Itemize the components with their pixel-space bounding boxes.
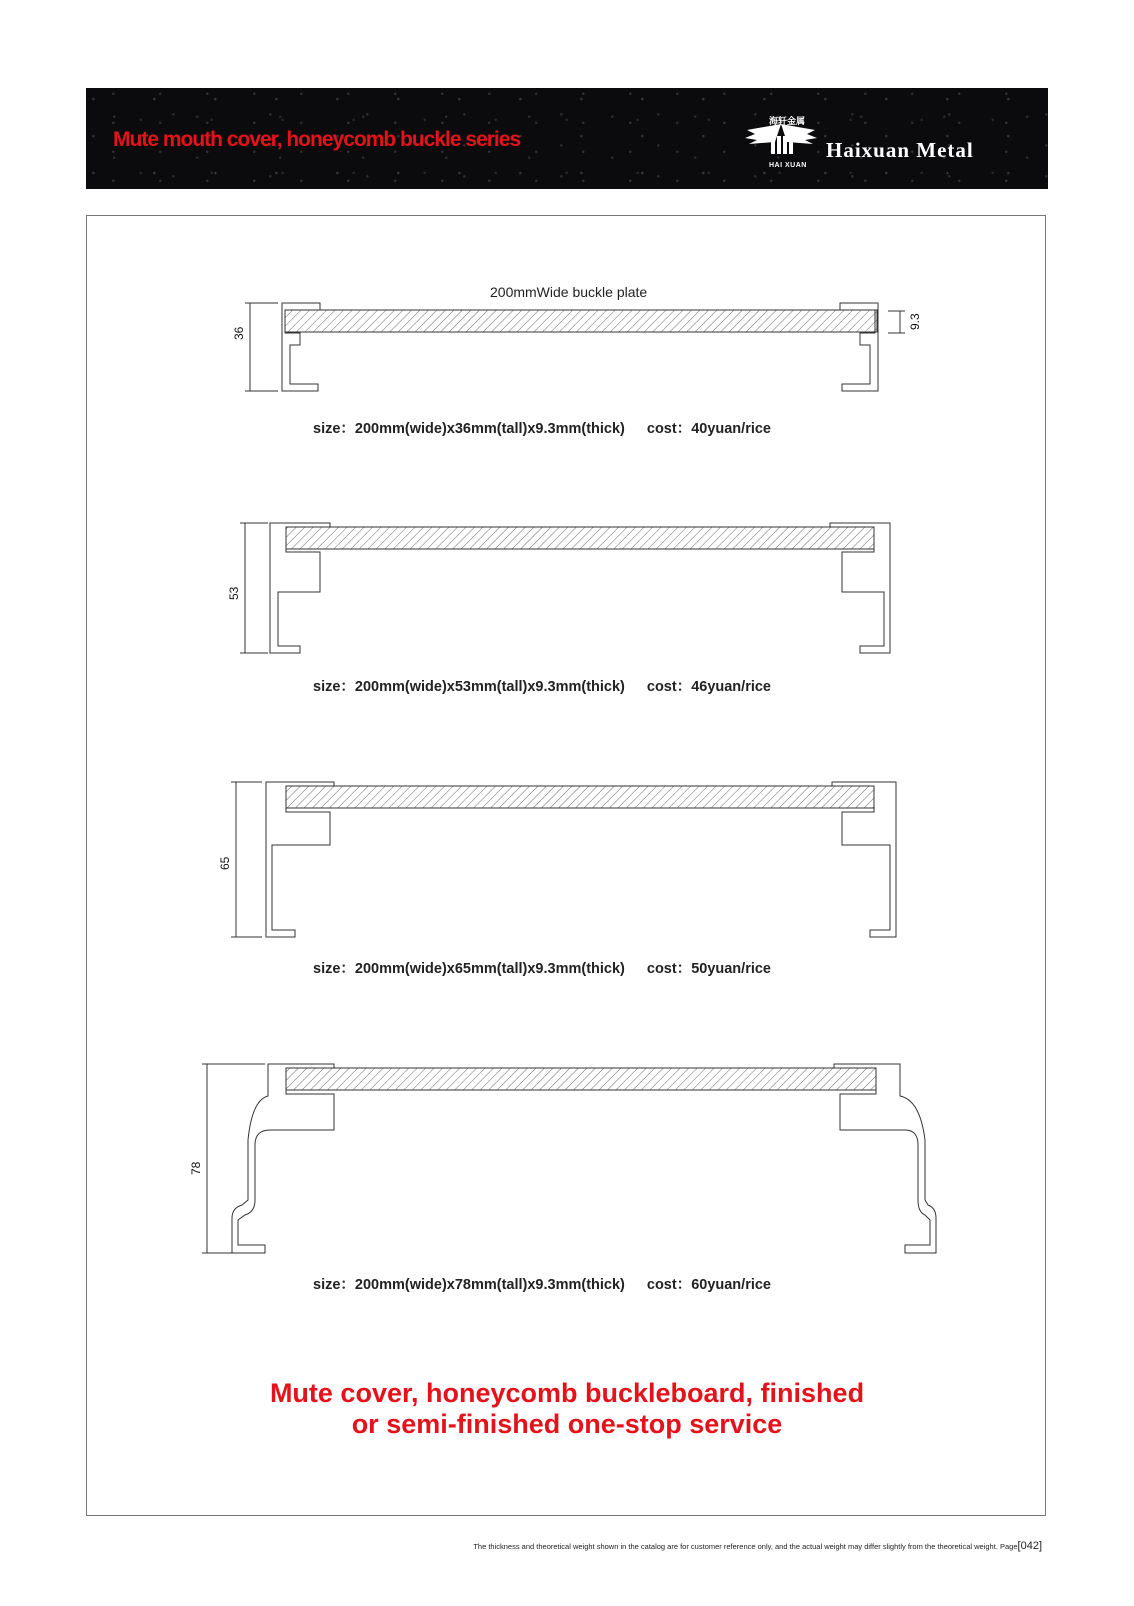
dimension-label-36: 36: [232, 326, 246, 340]
profile-drawing-78: [202, 1064, 936, 1253]
product-spec-65: [313, 957, 771, 978]
series-title: Mute mouth cover, honeycomb buckle series: [113, 128, 521, 151]
size-text: size：200mm(wide)x78mm(tall)x9.3mm(thick): [313, 1277, 625, 1293]
profile-drawing-53: [240, 523, 890, 653]
logo-chinese-text: 海轩金属: [769, 116, 806, 126]
product-spec-78: [313, 1273, 771, 1294]
dimension-label-9-3: 9.3: [908, 313, 922, 330]
service-slogan: [0, 1378, 1134, 1440]
dimension-label-65: 65: [218, 856, 232, 870]
profile-drawing-65: [231, 782, 896, 937]
size-text: size：200mm(wide)x36mm(tall)x9.3mm(thick): [313, 421, 625, 437]
cost-text: cost：46yuan/rice: [646, 679, 771, 695]
slogan-line-1: Mute cover, honeycomb buckleboard, finished: [269, 1378, 865, 1408]
cost-text: cost：40yuan/rice: [646, 421, 771, 437]
profile-drawing-36: [245, 303, 905, 391]
page-prefix: Page: [1000, 1542, 1018, 1551]
logo-pinyin-text: HAI XUAN: [769, 162, 807, 169]
product-spec-53: [313, 675, 771, 696]
footer: [473, 1540, 1042, 1552]
size-text: size：200mm(wide)x65mm(tall)x9.3mm(thick): [313, 961, 625, 977]
page-number: [042]: [1017, 1540, 1042, 1552]
cost-text: cost：50yuan/rice: [646, 961, 771, 977]
brand-name: Haixuan Metal: [826, 138, 974, 162]
dimension-label-78: 78: [189, 1161, 203, 1175]
disclaimer-text: The thickness and theoretical weight shown in the catalog are for customer reference only, and the actual weight may differ slightly from the theoretical weight.: [473, 1542, 998, 1551]
dimension-label-53: 53: [227, 586, 241, 600]
slogan-line-2: or semi-finished one-stop service: [351, 1409, 783, 1439]
product-spec-36: [313, 417, 771, 438]
size-text: size：200mm(wide)x53mm(tall)x9.3mm(thick): [313, 679, 625, 695]
cost-text: cost：60yuan/rice: [646, 1277, 771, 1293]
plate-title: 200mmWide buckle plate: [490, 284, 648, 300]
